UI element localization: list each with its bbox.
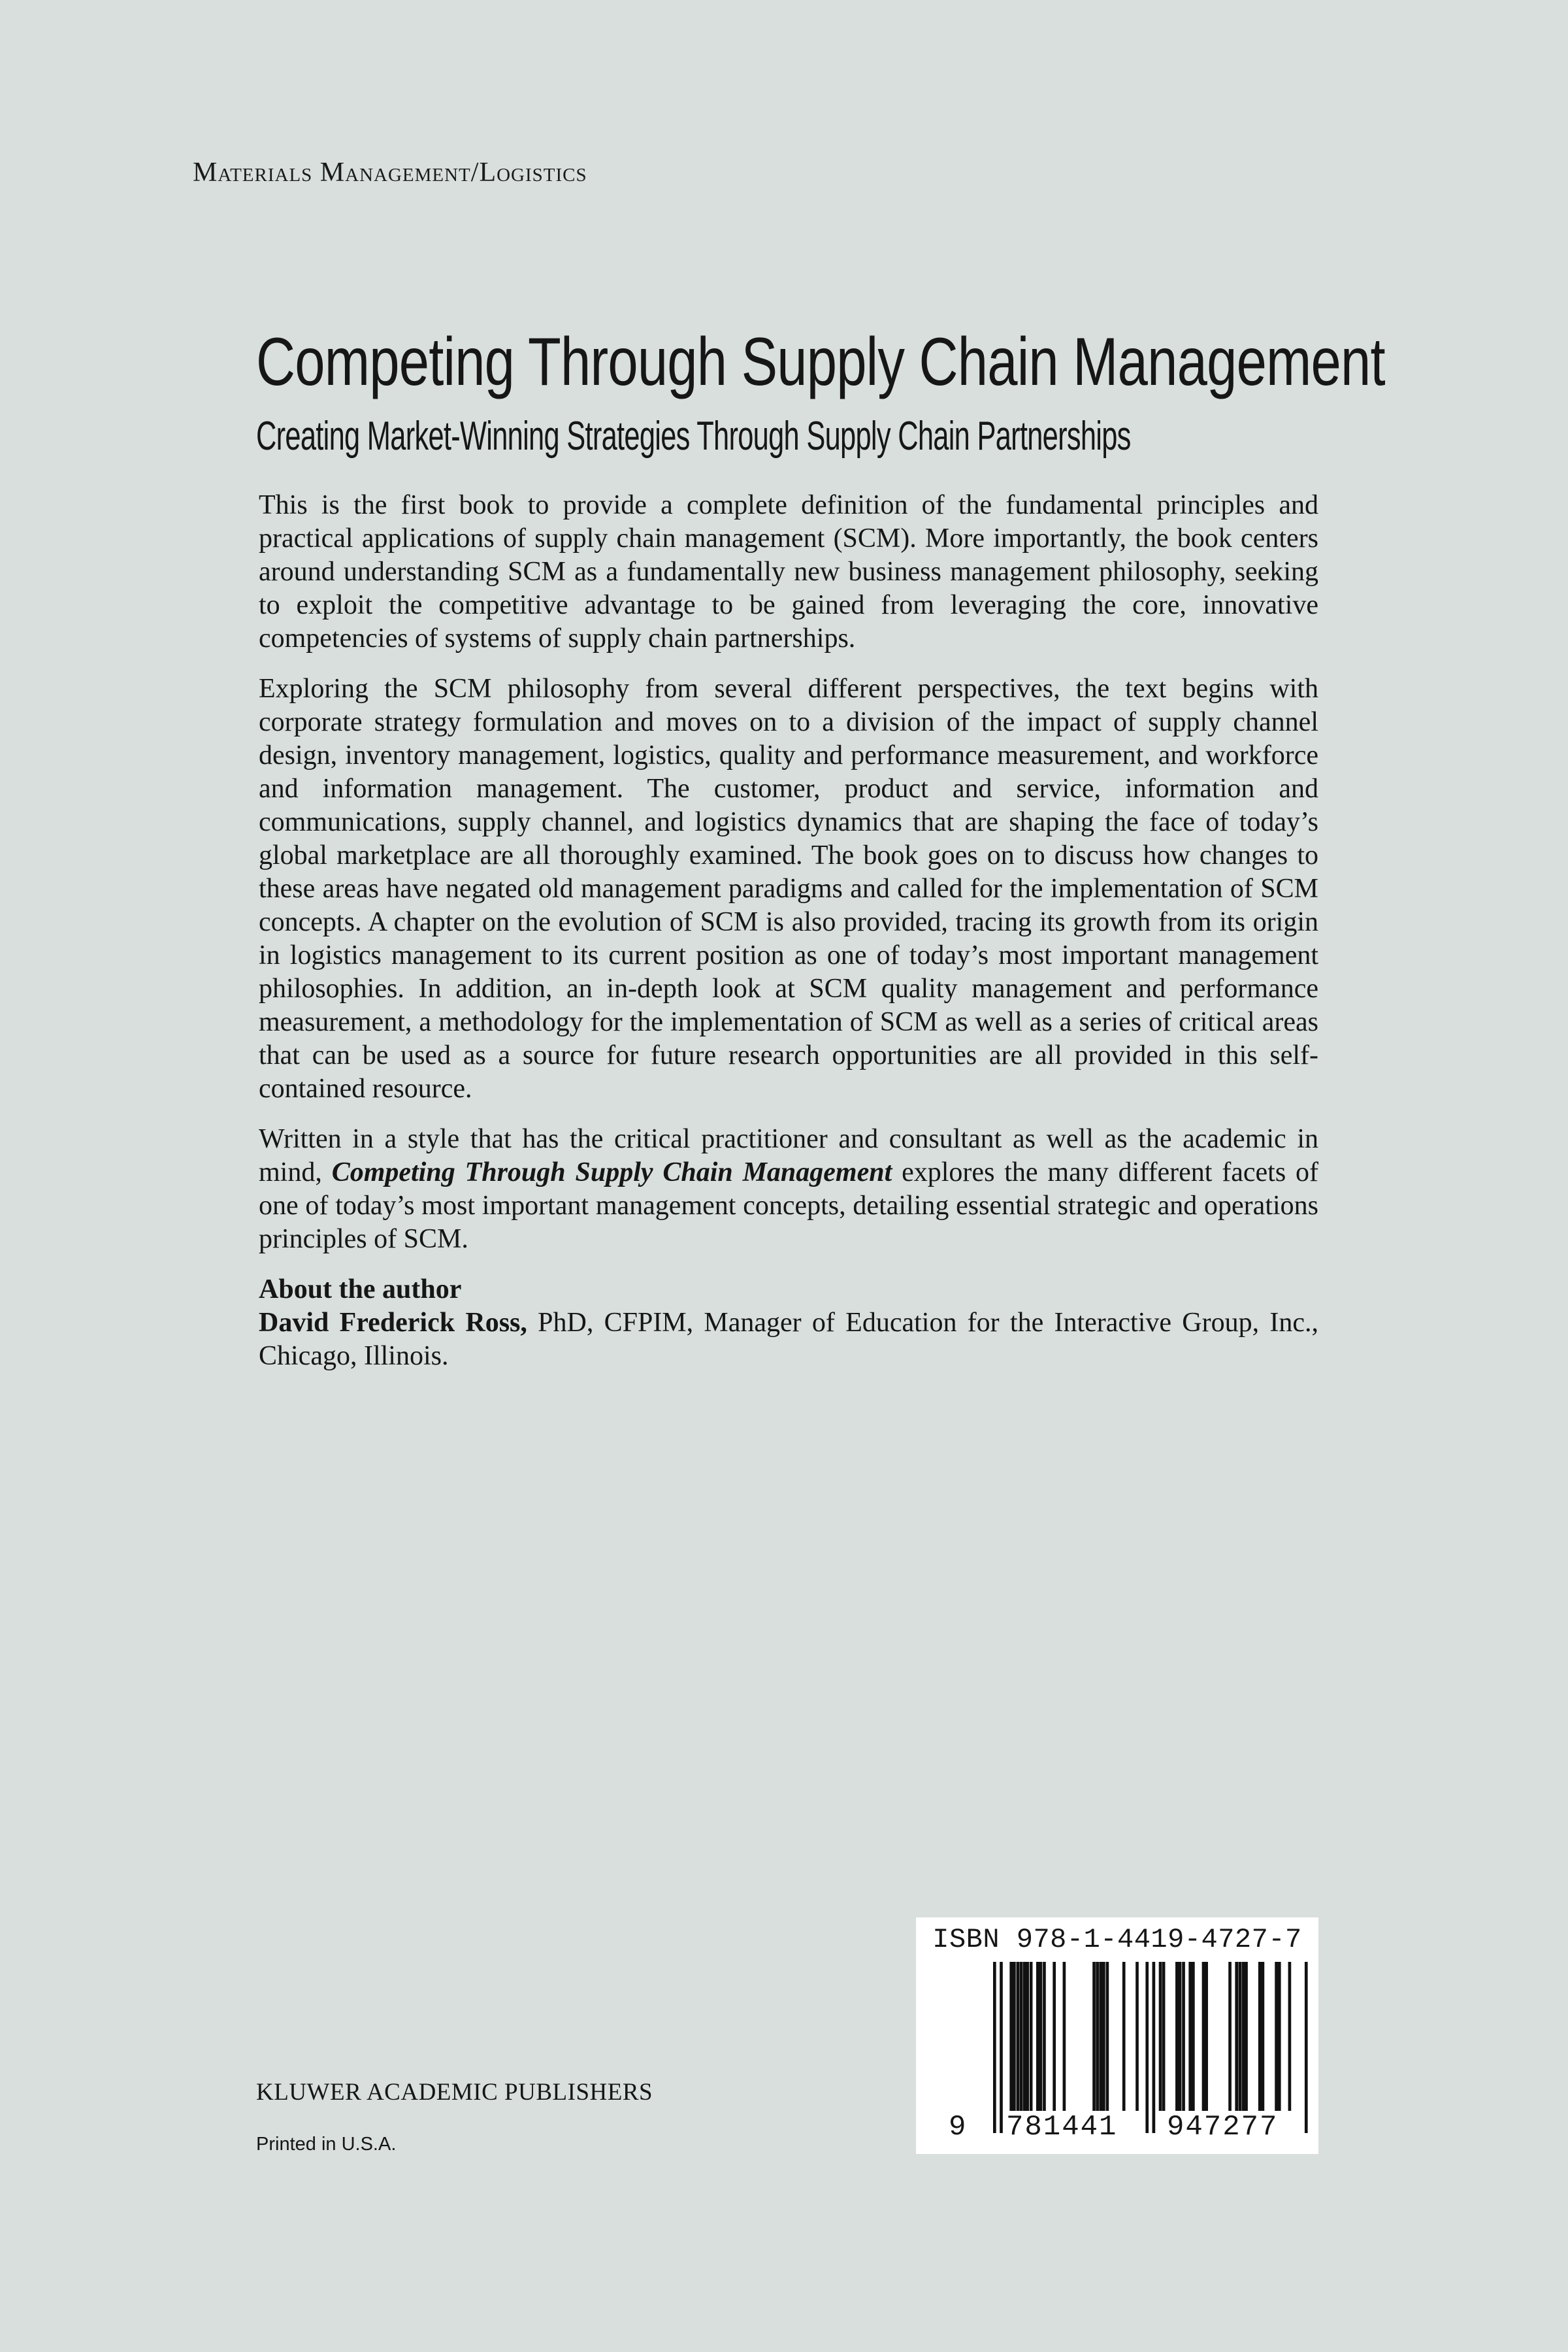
printed-in-note: Printed in U.S.A. <box>256 2134 397 2155</box>
author-bio <box>259 1306 1318 1373</box>
paragraph-3-lead: Written in a style that has the critical practitioner and consultant as well as the academic in mind, <box>259 1124 1318 1187</box>
description-paragraph-3 <box>259 1123 1318 1256</box>
book-subtitle: Creating Market-Winning Strategies Through Supply Chain Partnerships <box>256 414 1131 459</box>
series-name: Materials Management/Logistics <box>193 157 587 188</box>
publisher-name: KLUWER ACADEMIC PUBLISHERS <box>256 2079 653 2106</box>
author-credentials: PhD, CFPIM, Manager of Education for the Interactive Group, Inc., Chicago, Illinois. <box>259 1308 1318 1371</box>
barcode-digits-right: 947277 <box>1167 2111 1279 2144</box>
description-paragraph-1: This is the first book to provide a complete definition of the fundamental principles and practical applications of supply chain management (SCM). More importantly, the book centers around understanding SCM as a fundamentally new business management philosophy, seeking to exploit the competitive advantage to be gained from leveraging the core, innovative competencies of systems of supply chain partnerships. <box>259 490 1318 654</box>
book-title-reference: Competing Through Supply Chain Management <box>331 1157 892 1187</box>
isbn-label: ISBN 978-1-4419-4727-7 <box>932 1924 1302 1955</box>
isbn-barcode-box <box>916 1917 1318 2154</box>
author-name: David Frederick Ross, <box>259 1308 527 1338</box>
description-body <box>259 489 1318 1373</box>
about-author-heading: About the author <box>259 1274 462 1304</box>
paragraph-3-tail: explores the many different facets of one of today’s most important management concepts, detailing essential strategic and operations principles of SCM. <box>259 1157 1318 1254</box>
barcode-digit-first: 9 <box>949 2111 966 2144</box>
barcode-digits-left: 781441 <box>1006 2111 1118 2144</box>
description-paragraph-2: Exploring the SCM philosophy from several different perspectives, the text begins with corporate strategy formulation and moves on to a division of the impact of supply channel design, inventory management, logistics, quality and performance measurement, and workforce and information management. The customer, product and service, information and communications, supply channel, and logistics dynamics that are shaping the face of today’s global marketplace are all thoroughly examined. The book goes on to discuss how changes to these areas have negated old management paradigms and called for the implementation of SCM concepts. A chapter on the evolution of SCM is also provided, tracing its growth from its origin in logistics management to its current position as one of today’s most important management philosophies. In addition, an in-depth look at SCM quality management and performance measurement, a methodology for the implementation of SCM as well as a series of critical areas that can be used as a source for future research opportunities are all provided in this self-contained resource. <box>259 674 1318 1104</box>
about-author-section <box>259 1273 1318 1373</box>
book-title: Competing Through Supply Chain Management <box>256 324 1385 400</box>
